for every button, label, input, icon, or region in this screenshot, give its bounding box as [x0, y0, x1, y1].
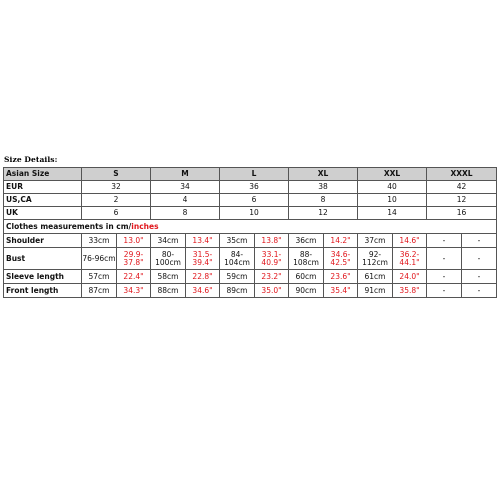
- size-s: S: [82, 168, 151, 181]
- cm-cell: 33cm: [82, 234, 117, 248]
- table-cell: 6: [82, 207, 151, 220]
- cm-cell: 91cm: [358, 284, 393, 298]
- size-xl: XL: [289, 168, 358, 181]
- table-row-front-length: [4, 284, 497, 298]
- header-label: Asian Size: [4, 168, 82, 181]
- inch-cell: 31.5-39.4": [186, 248, 220, 270]
- cm-cell: 87cm: [82, 284, 117, 298]
- measurements-section-row: [4, 220, 497, 234]
- table-cell: 12: [289, 207, 358, 220]
- table-cell: 2: [82, 194, 151, 207]
- inch-cell: -: [462, 270, 497, 284]
- inch-cell: 23.2": [255, 270, 289, 284]
- table-cell: 6: [220, 194, 289, 207]
- inch-cell: 22.8": [186, 270, 220, 284]
- size-m: M: [151, 168, 220, 181]
- inch-cell: 29.9-37.8": [117, 248, 151, 270]
- row-label: Shoulder: [4, 234, 82, 248]
- inch-cell: 13.4": [186, 234, 220, 248]
- cm-cell: 60cm: [289, 270, 324, 284]
- cm-cell: 59cm: [220, 270, 255, 284]
- inch-cell: 13.0": [117, 234, 151, 248]
- row-label: UK: [4, 207, 82, 220]
- table-cell: 40: [358, 181, 427, 194]
- inch-cell: 35.8": [393, 284, 427, 298]
- cm-cell: 57cm: [82, 270, 117, 284]
- table-cell: 8: [289, 194, 358, 207]
- table-cell: 34: [151, 181, 220, 194]
- cm-cell: -: [427, 234, 462, 248]
- table-cell: 38: [289, 181, 358, 194]
- inch-cell: 14.2": [324, 234, 358, 248]
- inch-cell: -: [462, 234, 497, 248]
- table-row-bust: [4, 248, 497, 270]
- row-label: Bust: [4, 248, 82, 270]
- inch-cell: -: [462, 284, 497, 298]
- row-label: Sleeve length: [4, 270, 82, 284]
- size-details-title: Size Details:: [4, 155, 58, 164]
- inch-cell: 35.4": [324, 284, 358, 298]
- measurements-heading: [4, 220, 497, 234]
- measurements-heading-inches: inches: [131, 221, 159, 231]
- inch-cell: 13.8": [255, 234, 289, 248]
- cm-cell: 92-112cm: [358, 248, 393, 270]
- table-cell: 42: [427, 181, 497, 194]
- cm-cell: 58cm: [151, 270, 186, 284]
- inch-cell: -: [462, 248, 497, 270]
- row-label: Front length: [4, 284, 82, 298]
- table-row-sleeve-length: [4, 270, 497, 284]
- measurements-heading-prefix: Clothes measurements in cm/: [6, 221, 132, 231]
- size-xxl: XXL: [358, 168, 427, 181]
- size-header-row: [4, 168, 497, 181]
- cm-cell: 37cm: [358, 234, 393, 248]
- inch-cell: 14.6": [393, 234, 427, 248]
- table-cell: 16: [427, 207, 497, 220]
- cm-cell: 84-104cm: [220, 248, 255, 270]
- cm-cell: 90cm: [289, 284, 324, 298]
- cm-cell: 35cm: [220, 234, 255, 248]
- cm-cell: -: [427, 284, 462, 298]
- inch-cell: 36.2-44.1": [393, 248, 427, 270]
- size-l: L: [220, 168, 289, 181]
- table-cell: 32: [82, 181, 151, 194]
- table-row-shoulder: [4, 234, 497, 248]
- size-xxxl: XXXL: [427, 168, 497, 181]
- table-cell: 36: [220, 181, 289, 194]
- row-label: US,CA: [4, 194, 82, 207]
- cm-cell: 61cm: [358, 270, 393, 284]
- table-cell: 12: [427, 194, 497, 207]
- inch-cell: 33.1-40.9": [255, 248, 289, 270]
- size-chart-table: [3, 167, 497, 298]
- table-cell: 14: [358, 207, 427, 220]
- table-row-eur: [4, 181, 497, 194]
- inch-cell: 23.6": [324, 270, 358, 284]
- cm-cell: 88cm: [151, 284, 186, 298]
- cm-cell: 76-96cm: [82, 248, 117, 270]
- table-row-uk: [4, 207, 497, 220]
- inch-cell: 34.6": [186, 284, 220, 298]
- cm-cell: 80-100cm: [151, 248, 186, 270]
- inch-cell: 35.0": [255, 284, 289, 298]
- cm-cell: 36cm: [289, 234, 324, 248]
- inch-cell: 24.0": [393, 270, 427, 284]
- table-cell: 10: [358, 194, 427, 207]
- inch-cell: 34.6-42.5": [324, 248, 358, 270]
- cm-cell: -: [427, 270, 462, 284]
- inch-cell: 34.3": [117, 284, 151, 298]
- table-cell: 10: [220, 207, 289, 220]
- inch-cell: 22.4": [117, 270, 151, 284]
- table-row-us-ca: [4, 194, 497, 207]
- cm-cell: 88-108cm: [289, 248, 324, 270]
- cm-cell: 89cm: [220, 284, 255, 298]
- table-cell: 4: [151, 194, 220, 207]
- table-cell: 8: [151, 207, 220, 220]
- row-label: EUR: [4, 181, 82, 194]
- cm-cell: 34cm: [151, 234, 186, 248]
- cm-cell: -: [427, 248, 462, 270]
